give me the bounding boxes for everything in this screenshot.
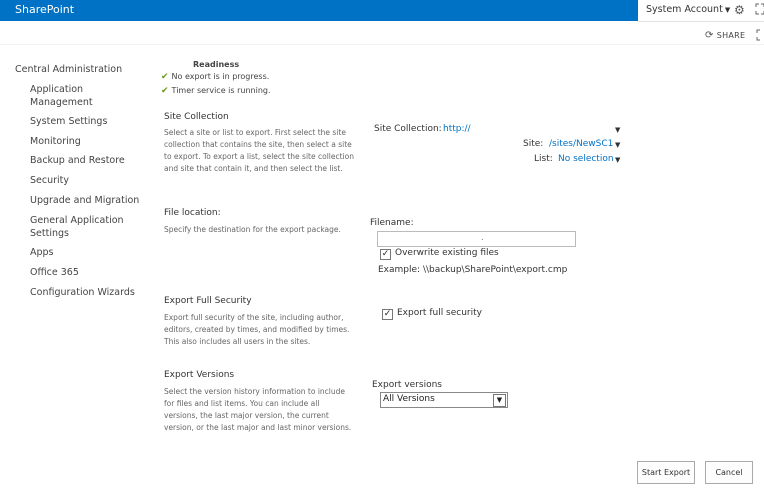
chevron-down-icon[interactable]: ▼: [615, 126, 621, 134]
filename-cursor: .: [481, 233, 484, 242]
start-export-button[interactable]: Start Export: [637, 461, 695, 484]
share-button[interactable]: [705, 30, 745, 41]
chevron-down-icon[interactable]: ▼: [493, 394, 506, 407]
filename-input[interactable]: [377, 231, 576, 247]
nav-configuration-wizards[interactable]: Configuration Wizards: [30, 287, 135, 298]
filename-example: Example: \\backup\SharePoint\export.cmp: [378, 265, 568, 275]
checkmark-icon: ✔: [161, 72, 169, 82]
file-location-description: Specify the destination for the export package.: [164, 225, 341, 234]
export-versions-title: Export Versions: [164, 370, 235, 380]
readiness-text: No export is in progress.: [171, 72, 270, 81]
nav-central-administration[interactable]: Central Administration: [15, 64, 123, 75]
nav-monitoring[interactable]: Monitoring: [30, 136, 81, 147]
nav-upgrade-and-migration[interactable]: Upgrade and Migration: [30, 195, 140, 206]
export-full-security-label: Export full security: [397, 308, 482, 318]
nav-system-settings[interactable]: System Settings: [30, 116, 108, 127]
nav-general-application-settings[interactable]: General Application Settings: [30, 215, 124, 239]
cancel-button[interactable]: Cancel: [705, 461, 753, 484]
chevron-down-icon[interactable]: ▼: [615, 141, 621, 149]
site-label: Site:: [523, 139, 544, 149]
readiness-title: Readiness: [193, 60, 240, 69]
ribbon-divider: [0, 44, 764, 45]
nav-apps[interactable]: Apps: [30, 247, 54, 258]
site-collection-description: Select a site or list to export. First select the site collection that contains the site, then select a site to export. To export a list, select the site collection and site that contain it, and then select the list.: [164, 128, 354, 173]
overwrite-checkbox[interactable]: ✓: [381, 249, 390, 259]
account-area: [638, 0, 764, 22]
nav-application-management[interactable]: Application Management: [30, 84, 93, 108]
site-collection-selector[interactable]: http://: [443, 124, 471, 134]
account-menu[interactable]: [646, 4, 730, 15]
export-versions-description: Select the version history information to include for files and list items. You can include all versions, the last major version, the current version, or the last major and last minor versions.: [164, 387, 352, 432]
nav-security[interactable]: Security: [30, 175, 70, 186]
site-selector[interactable]: /sites/NewSC1: [549, 139, 614, 149]
filename-label: Filename:: [370, 218, 414, 228]
site-collection-label: Site Collection:: [374, 124, 442, 134]
export-versions-label: Export versions: [372, 380, 442, 390]
export-versions-select[interactable]: [380, 392, 508, 408]
export-full-security-checkbox[interactable]: ✓: [383, 309, 392, 319]
checkmark-icon: ✔: [161, 86, 169, 96]
share-icon: ⟳: [705, 30, 714, 41]
brand-link[interactable]: SharePoint: [15, 3, 75, 16]
account-name: System Account: [646, 4, 723, 15]
full-security-description: Export full security of the site, including author, editors, created by times, and modified by times. This also includes all users in the sites.: [164, 313, 350, 346]
list-label: List:: [534, 154, 553, 164]
readiness-item: [161, 72, 269, 82]
gear-icon[interactable]: ⚙: [734, 3, 745, 17]
readiness-item: [161, 86, 271, 96]
file-location-title: File location:: [164, 208, 221, 218]
site-collection-title: Site Collection: [164, 112, 229, 122]
focus-content-icon[interactable]: [756, 29, 764, 41]
chevron-down-icon[interactable]: ▼: [615, 156, 621, 164]
nav-office-365[interactable]: Office 365: [30, 267, 79, 278]
chevron-down-icon: ▼: [724, 6, 731, 14]
readiness-text: Timer service is running.: [171, 86, 271, 95]
export-versions-value: All Versions: [383, 394, 435, 404]
list-selector[interactable]: No selection: [558, 154, 614, 164]
share-label: SHARE: [716, 31, 746, 40]
nav-backup-and-restore[interactable]: Backup and Restore: [30, 155, 125, 166]
focus-icon[interactable]: [755, 3, 764, 15]
full-security-title: Export Full Security: [164, 296, 252, 306]
overwrite-label: Overwrite existing files: [395, 248, 499, 258]
